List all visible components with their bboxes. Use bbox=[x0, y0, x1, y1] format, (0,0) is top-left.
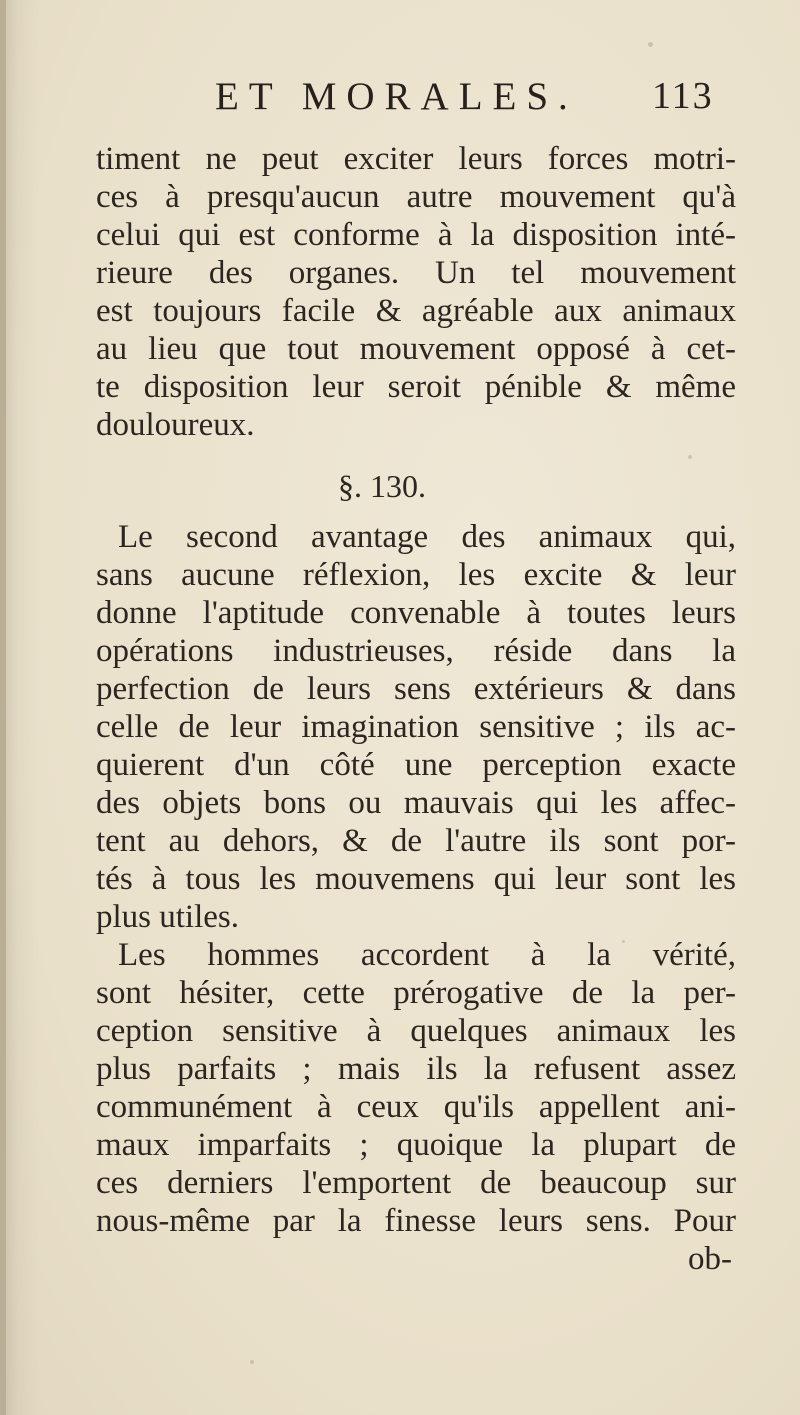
page-number: 113 bbox=[652, 75, 714, 117]
paper-speck bbox=[688, 455, 692, 459]
text-line: est toujours facile & agréable aux animaux bbox=[96, 293, 736, 329]
text-line: timent ne peut exciter leurs forces motri- bbox=[96, 141, 736, 177]
text-line: ception sensitive à quelques animaux les bbox=[96, 1013, 736, 1049]
text-line: Le second avantage des animaux qui, bbox=[118, 519, 736, 555]
text-line: rieure des organes. Un tel mouvement bbox=[96, 255, 736, 291]
text-line: donne l'aptitude convenable à toutes leurs bbox=[96, 595, 736, 631]
text-line: maux imparfaits ; quoique la plupart de bbox=[96, 1127, 736, 1163]
text-line: plus parfaits ; mais ils la refusent assez bbox=[96, 1051, 736, 1087]
text-line: quierent d'un côté une perception exacte bbox=[96, 747, 736, 783]
text-line: sont hésiter, cette prérogative de la per- bbox=[96, 975, 736, 1011]
paragraph-2 bbox=[96, 518, 736, 936]
catchword: ob- bbox=[688, 1241, 732, 1277]
text-line: au lieu que tout mouvement opposé à cet- bbox=[96, 331, 736, 367]
paragraph-1 bbox=[96, 140, 736, 444]
text-line: opérations industrieuses, réside dans la bbox=[96, 633, 736, 669]
text-line: ces à presqu'aucun autre mouvement qu'à bbox=[96, 179, 736, 215]
text-line: ces derniers l'emportent de beaucoup sur bbox=[96, 1165, 736, 1201]
text-line: nous-même par la finesse leurs sens. Pour bbox=[96, 1203, 736, 1239]
text-line: sans aucune réflexion, les excite & leur bbox=[96, 557, 736, 593]
text-line: tent au dehors, & de l'autre ils sont por- bbox=[96, 823, 736, 859]
text-line: celui qui est conforme à la disposition inté- bbox=[96, 217, 736, 253]
running-head: ET MORALES. bbox=[215, 75, 578, 118]
page-edge bbox=[0, 0, 6, 1415]
text-line: perfection de leurs sens extérieurs & dans bbox=[96, 671, 736, 707]
text-line: te disposition leur seroit pénible & même bbox=[96, 369, 736, 405]
text-line: douloureux. bbox=[96, 407, 255, 443]
paper-speck bbox=[648, 42, 653, 47]
page-header bbox=[0, 74, 800, 124]
text-line: communément à ceux qu'ils appellent ani- bbox=[96, 1089, 736, 1125]
body-text bbox=[96, 140, 736, 1278]
paper-speck bbox=[250, 1360, 254, 1364]
paper-speck bbox=[622, 940, 625, 943]
text-line: celle de leur imagination sensitive ; ils ac- bbox=[96, 709, 736, 745]
text-line: Les hommes accordent à la vérité, bbox=[118, 937, 736, 973]
section-heading: §. 130. bbox=[338, 468, 426, 504]
paragraph-3 bbox=[96, 936, 736, 1240]
text-line: plus utiles. bbox=[96, 899, 240, 935]
text-line: tés à tous les mouvemens qui leur sont les bbox=[96, 861, 736, 897]
text-line: des objets bons ou mauvais qui les affec- bbox=[96, 785, 736, 821]
